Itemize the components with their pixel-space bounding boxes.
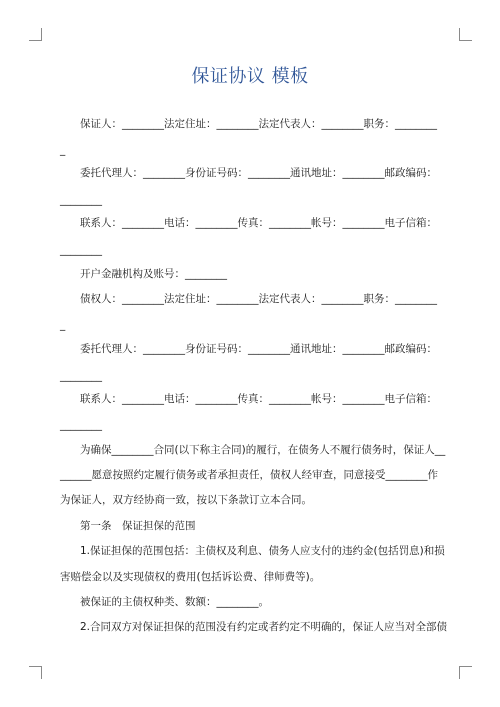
crop-mark-bottom-left	[29, 666, 42, 679]
preamble-line-2: ______愿意按照约定履行债务或者承担责任，债权人经审查，同意接受________作	[60, 469, 438, 481]
guarantor-info-line: 保证人：________法定住址：________法定代表人：________职务：________	[80, 118, 437, 130]
creditor-agent-line: 委托代理人：________身份证号码：________通讯地址：________邮政编码：	[80, 343, 437, 355]
creditor-contact-line: 联系人：________电话：________传真：________帐号：________电子信箱：	[80, 393, 437, 405]
guarantor-contact-line: 联系人：________电话：________传真：________帐号：________电子信箱：	[80, 217, 437, 229]
article-1-clause-2-line-1: 2.合同双方对保证担保的范围没有约定或者约定不明确的，保证人应当对全部债	[80, 621, 448, 633]
crop-mark-top-right	[459, 28, 472, 41]
document-title: 保证协议 模板	[191, 66, 309, 87]
creditor-info-line: 债权人：________法定住址：________法定代表人：________职务：________	[80, 293, 437, 305]
article-1-clause-1-line-2: 害赔偿金以及实现债权的费用(包括诉讼费、律师费等)。	[60, 571, 321, 583]
creditor-agent-wrap: ________	[60, 370, 102, 382]
article-1-clause-1-line-1: 1.保证担保的范围包括：主债权及利息、债务人应支付的违约金(包括罚息)和损	[80, 545, 445, 557]
article-1-heading: 第一条 保证担保的范围	[80, 520, 196, 532]
crop-mark-bottom-right	[459, 666, 472, 679]
creditor-contact-wrap: ________	[60, 419, 102, 431]
article-1-debt-type-line: 被保证的主债权种类、数额：________。	[80, 596, 269, 608]
creditor-info-wrap: _	[60, 319, 66, 331]
preamble-line-3: 为保证人，双方经协商一致，按以下条款订立本合同。	[60, 494, 312, 506]
preamble-line-1: 为确保________合同(以下称主合同)的履行，在债务人不履行债务时，保证人__	[80, 444, 446, 456]
guarantor-agent-line: 委托代理人：________身份证号码：________通讯地址：________邮政编码：	[80, 167, 437, 179]
guarantor-contact-wrap: ________	[60, 244, 102, 256]
guarantor-info-wrap: _	[60, 144, 66, 156]
crop-mark-top-left	[29, 28, 42, 41]
guarantor-agent-wrap: ________	[60, 194, 102, 206]
bank-account-line: 开户金融机构及账号：________	[80, 268, 227, 280]
